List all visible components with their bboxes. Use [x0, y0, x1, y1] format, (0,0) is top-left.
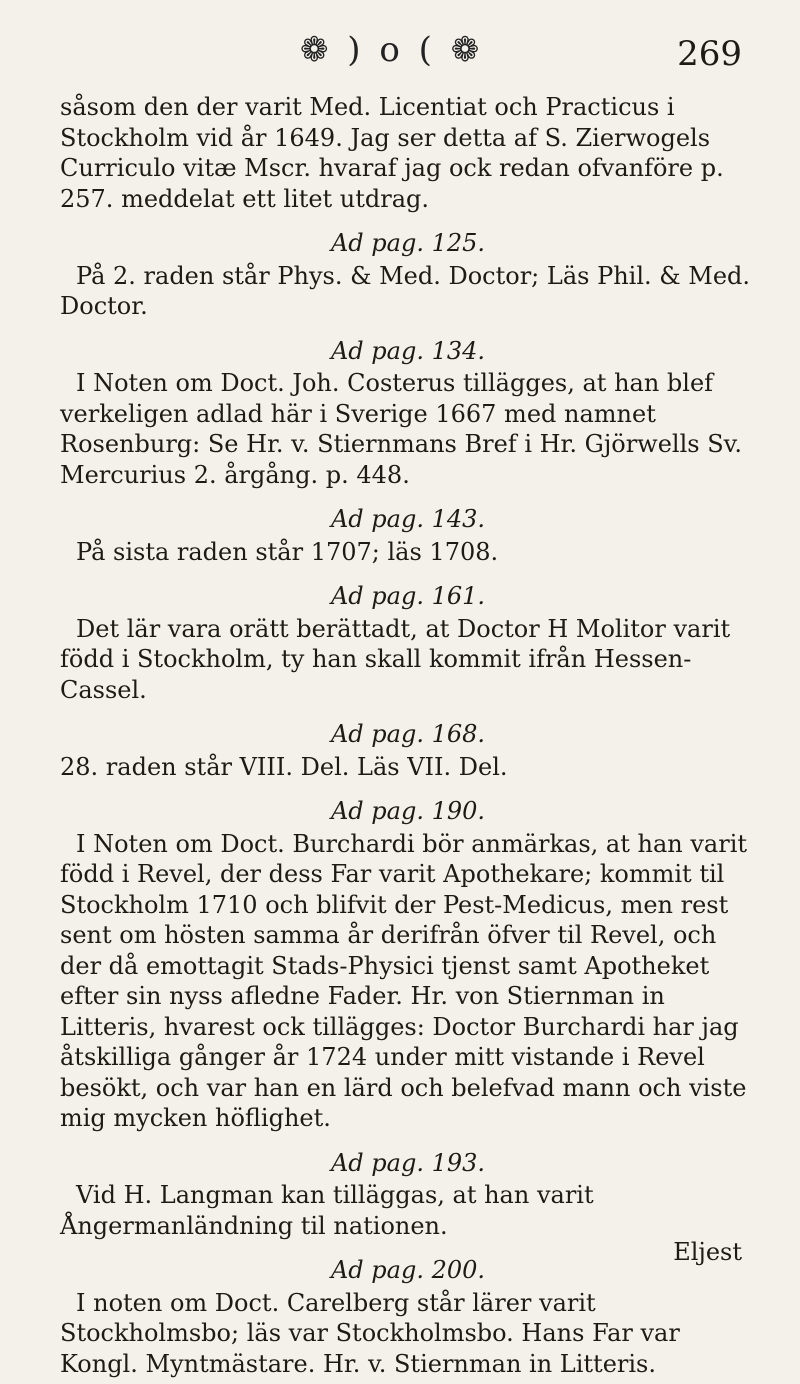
section-heading: Ad pag. 125.	[330, 229, 486, 257]
section-text: 28. raden står VIII. Del. Läs VII. Del.	[60, 752, 508, 781]
section-text: Det lär vara orätt berättadt, at Doctor H Molitor varit född i Stockholm, ty han skall kommit ifrån Hessen-Cassel.	[60, 614, 731, 704]
section-text: I Noten om Doct. Burchardi bör anmärkas, at han varit född i Revel, der dess Far varit Apothekare; kommit til Stockholm 1710 och blifvit der Pest-Medicus, men rest sent om hösten samma år derifrån öfver til Revel, och der då emottagit Stads-Physici tjenst samt Apotheket efter sin nyss afledne Fader. Hr. von Stiernman in Litteris, hvarest ock tillägges: Doctor Burchardi har jag åtskilliga gånger år 1724 under mitt vistande i Revel besökt, och var han en lärd och belefvad mann och viste mig mycken höflighet.	[60, 829, 748, 1132]
section-text: Vid H. Langman kan tilläggas, at han varit Ångermanländning til nationen.	[60, 1181, 594, 1240]
section-text: I noten om Doct. Carelberg står lärer varit Stockholmsbo; läs var Stockholmsbo. Hans Far var Kongl. Myntmästare. Hr. v. Stiernman in Litteris.	[60, 1288, 680, 1378]
section-heading: Ad pag. 193.	[330, 1148, 486, 1177]
page-body	[60, 92, 756, 1379]
catchword: Eljest	[673, 1238, 742, 1266]
section-heading: Ad pag. 200.	[330, 1256, 486, 1284]
section-text: På 2. raden står Phys. & Med. Doctor; Läs Phil. & Med. Doctor.	[60, 261, 751, 320]
section-heading: Ad pag. 134.	[330, 336, 486, 365]
page-header	[60, 30, 756, 92]
section-text: På sista raden står 1707; läs 1708.	[76, 537, 499, 566]
paragraph-intro: såsom den der varit Med. Licentiat och Practicus i Stockholm vid år 1649. Jag ser detta af S. Zierwogels Curriculo vitæ Mscr. hvaraf jag ock redan ofvanföre p. 257. meddelat ett litet utdrag.	[60, 93, 724, 213]
header-ornament: ❁ ) o ( ❁	[300, 30, 484, 70]
section-heading: Ad pag. 190.	[330, 797, 486, 825]
section-text: I Noten om Doct. Joh. Costerus tillägges, at han blef verkeligen adlad här i Sverige 1667 med namnet Rosenburg: Se Hr. v. Stiernmans Bref i Hr. Gjörwells Sv. Mercurius 2. årgång. p. 448.	[60, 369, 743, 489]
page-number: 269	[677, 34, 742, 74]
section-heading: Ad pag. 161.	[330, 582, 486, 610]
section-heading: Ad pag. 143.	[330, 505, 486, 533]
section-heading: Ad pag. 168.	[330, 720, 486, 748]
